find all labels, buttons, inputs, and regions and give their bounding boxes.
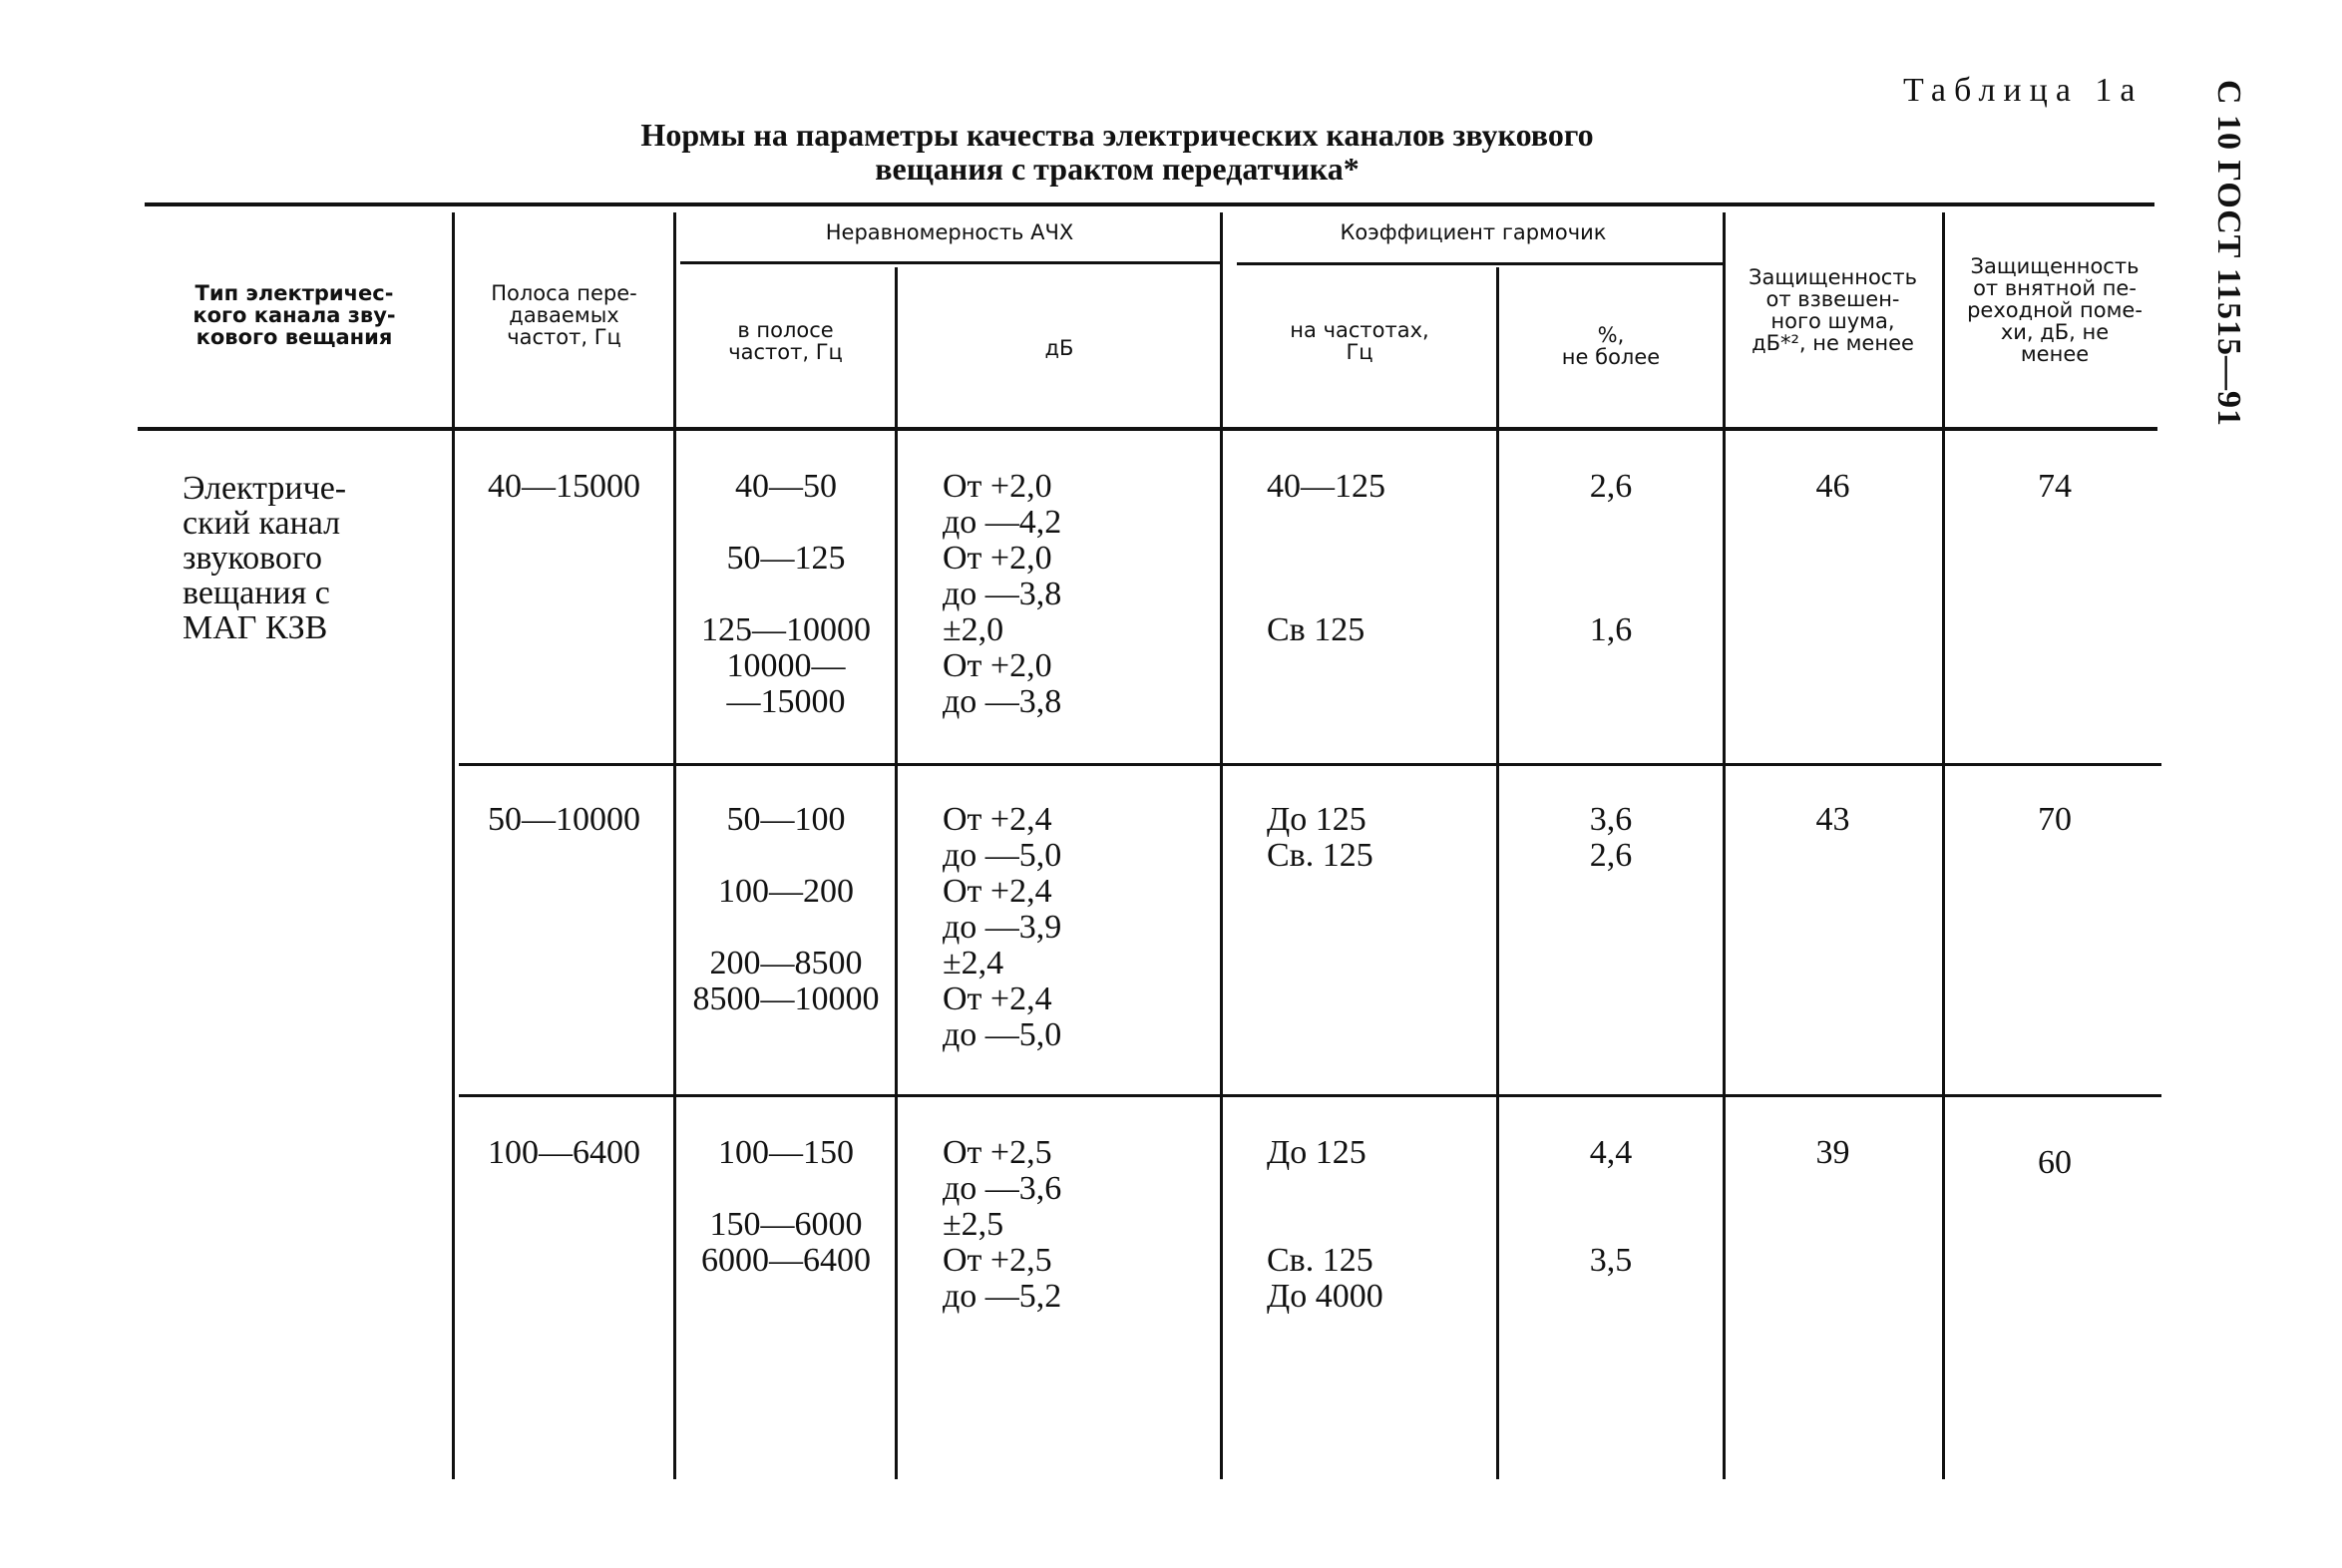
- title-line-1: Нормы на параметры качества электрических каналов звукового: [640, 117, 1594, 153]
- row2-afc-bands: 50—100 100—200 200—8500 8500—10000: [692, 801, 880, 1017]
- row1-harm-freq: 40—125 Св 125: [1267, 468, 1385, 648]
- harm-subrule: [1237, 262, 1726, 265]
- row2-bottom-rule: [459, 1094, 2161, 1097]
- title-line-2: вещания с трактом передатчика*: [875, 151, 1360, 187]
- row3-band: 100—6400: [488, 1134, 640, 1171]
- row2-band: 50—10000: [488, 801, 640, 838]
- header-channel-type: Тип электричес- кого канала зву- кового вещания: [193, 281, 396, 349]
- col-rule-5: [1496, 267, 1499, 1479]
- header-afc-db: дБ: [1044, 336, 1074, 360]
- row2-harm-pct: 3,6 2,6: [1589, 801, 1633, 874]
- row1-afc-bands: 40—50 50—125 125—10000 10000— —15000: [701, 468, 871, 720]
- header-harm-freq: на частотах, Гц: [1290, 318, 1429, 364]
- top-rule: [145, 202, 2154, 206]
- row3-afc-bands: 100—150 150—6000 6000—6400: [701, 1134, 871, 1279]
- header-afc-band: в полосе частот, Гц: [728, 318, 843, 364]
- col-rule-2: [673, 212, 676, 1479]
- row1-band: 40—15000: [488, 468, 640, 505]
- header-crosstalk: Защищенность от внятной пе- реходной поме- хи, дБ, не менее: [1967, 254, 2143, 366]
- col-rule-6: [1723, 212, 1726, 1479]
- row3-harm-pct: 4,4 3,5: [1589, 1134, 1633, 1279]
- header-bottom-rule: [138, 427, 2157, 431]
- table-label: Таблица 1а: [1903, 72, 2144, 109]
- row1-harm-pct: 2,6 1,6: [1589, 468, 1633, 648]
- col-rule-3: [895, 267, 898, 1479]
- row3-noise: 39: [1815, 1134, 1850, 1171]
- channel-name: Электриче- ский канал звукового вещания с МАГ КЗВ: [183, 470, 347, 646]
- col-rule-4: [1220, 212, 1223, 1479]
- row2-crosstalk: 70: [2038, 801, 2072, 838]
- row1-crosstalk: 74: [2038, 468, 2072, 505]
- side-header-text: С 10 ГОСТ 11515—91: [2210, 80, 2247, 428]
- header-harm-pct: %, не более: [1561, 323, 1661, 369]
- row3-crosstalk: 60: [2038, 1144, 2072, 1181]
- header-noise: Защищенность от взвешен- ного шума, дБ*², не менее: [1749, 265, 1917, 355]
- row1-noise: 46: [1815, 468, 1850, 505]
- row1-afc-db: От +2,0 до —4,2 От +2,0 до —3,8 ±2,0 От +2,0 до —3,8: [943, 468, 1062, 720]
- afc-subrule: [680, 261, 1221, 264]
- row3-afc-db: От +2,5 до —3,6 ±2,5 От +2,5 до —5,2: [943, 1134, 1062, 1315]
- col-rule-1: [452, 212, 455, 1479]
- row2-harm-freq: До 125 Св. 125: [1267, 801, 1373, 874]
- row1-bottom-rule: [459, 763, 2161, 766]
- row2-noise: 43: [1815, 801, 1850, 838]
- side-header: [2199, 80, 2259, 499]
- header-harm-group: Коэффициент гармочик: [1340, 220, 1607, 244]
- header-afc-group: Неравномерность АЧХ: [825, 220, 1074, 244]
- row2-afc-db: От +2,4 до —5,0 От +2,4 до —3,9 ±2,4 От +2,4 до —5,0: [943, 801, 1062, 1053]
- col-rule-7: [1942, 212, 1945, 1479]
- header-band: Полоса пере- даваемых частот, Гц: [491, 281, 637, 349]
- row3-harm-freq: До 125 Св. 125 До 4000: [1267, 1134, 1383, 1315]
- table-title: [469, 118, 1765, 186]
